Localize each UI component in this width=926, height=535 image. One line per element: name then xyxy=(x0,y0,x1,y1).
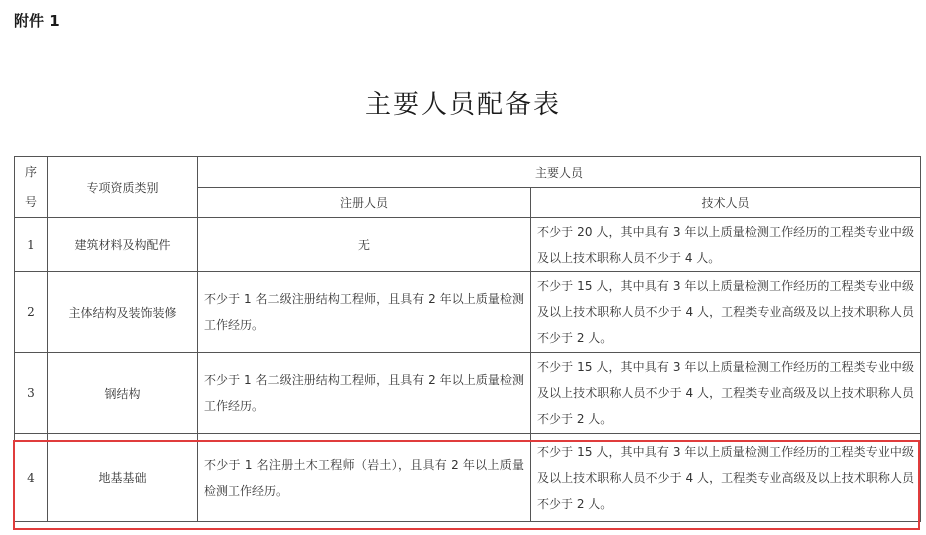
header-seq xyxy=(15,157,48,218)
row-registered-text: 不少于 1 名注册土木工程师（岩土），且具有 2 年以上质量检测工作经历。 xyxy=(204,457,524,498)
row-number: 1 xyxy=(15,218,48,272)
table-row xyxy=(15,272,921,353)
row-number: 4 xyxy=(15,434,48,522)
row-registered xyxy=(198,353,531,434)
row-registered xyxy=(198,434,531,522)
header-main-staff: 主要人员 xyxy=(198,157,921,188)
staff-requirements-table xyxy=(14,156,921,522)
row-number: 3 xyxy=(15,353,48,434)
row-type: 主体结构及装饰装修 xyxy=(48,272,198,353)
row-type: 建筑材料及构配件 xyxy=(48,218,198,272)
row-registered: 无 xyxy=(198,218,531,272)
row-technical xyxy=(531,434,921,522)
row-technical xyxy=(531,353,921,434)
document-title: 主要人员配备表 xyxy=(364,90,561,120)
row-registered-text: 不少于 1 名二级注册结构工程师，且具有 2 年以上质量检测工作经历。 xyxy=(204,373,524,413)
table-row xyxy=(15,353,921,434)
attachment-label: 附件 1 xyxy=(14,12,60,30)
row-number: 2 xyxy=(15,272,48,353)
row-registered-text: 不少于 1 名二级注册结构工程师，且具有 2 年以上质量检测工作经历。 xyxy=(204,292,524,332)
header-qualification-type: 专项资质类别 xyxy=(48,157,198,218)
row-technical-text: 不少于 20 人，其中具有 3 年以上质量检测工作经历的工程类专业中级及以上技术职称人员不少于 4 人。 xyxy=(537,224,915,265)
row-technical xyxy=(531,272,921,353)
header-registered: 注册人员 xyxy=(198,188,531,218)
row-type: 钢结构 xyxy=(48,353,198,434)
row-technical-text: 不少于 15 人，其中具有 3 年以上质量检测工作经历的工程类专业中级及以上技术职称人员不少于 4 人，工程类专业高级及以上技术职称人员不少于 2 人。 xyxy=(537,360,915,426)
row-technical-text: 不少于 15 人，其中具有 3 年以上质量检测工作经历的工程类专业中级及以上技术职称人员不少于 4 人，工程类专业高级及以上技术职称人员不少于 2 人。 xyxy=(537,279,915,345)
row-type: 地基基础 xyxy=(48,434,198,522)
header-technical: 技术人员 xyxy=(531,188,921,218)
row-technical xyxy=(531,218,921,272)
header-seq-line1: 序 xyxy=(24,165,37,179)
table-row-highlighted xyxy=(15,434,921,522)
row-technical-text: 不少于 15 人，其中具有 3 年以上质量检测工作经历的工程类专业中级及以上技术职称人员不少于 4 人，工程类专业高级及以上技术职称人员不少于 2 人。 xyxy=(537,444,915,511)
table-header-row xyxy=(15,157,921,188)
row-registered xyxy=(198,272,531,353)
header-seq-line2: 号 xyxy=(24,195,37,209)
table-row xyxy=(15,218,921,272)
